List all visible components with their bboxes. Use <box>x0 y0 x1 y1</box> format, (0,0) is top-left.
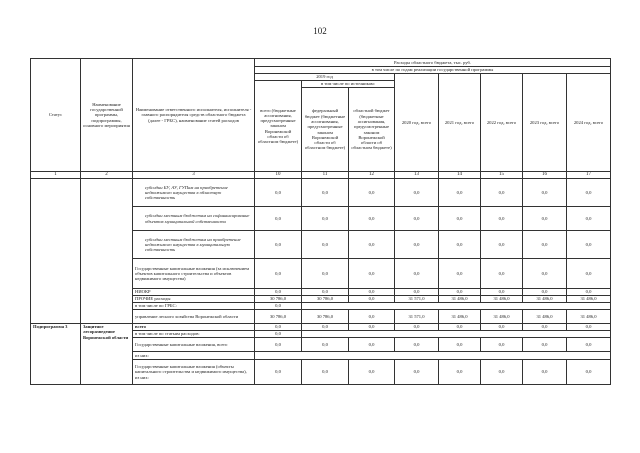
col-num: 15 <box>481 172 523 179</box>
header-by-years: в том числе по годам реализации государственной программы <box>255 67 611 74</box>
row-label: ПРОЧИЕ расходы <box>133 296 255 303</box>
budget-table <box>30 58 611 385</box>
cell-value: 0,0 <box>481 259 523 289</box>
cell-value: 0,0 <box>481 207 523 231</box>
column-numbers-row <box>31 172 611 179</box>
cell-value: 0,0 <box>349 207 395 231</box>
cell-empty <box>302 303 611 310</box>
cell-value: 0,0 <box>302 324 349 331</box>
row-label: НИОКР <box>133 289 255 296</box>
cell-value: 0,0 <box>302 179 349 207</box>
cell-value: 0,0 <box>395 231 439 259</box>
cell-empty <box>255 352 611 360</box>
cell-value: 0,0 <box>439 360 481 385</box>
cell-value: 0,0 <box>395 324 439 331</box>
cell-value: 0,0 <box>567 207 611 231</box>
cell-value: 0,0 <box>481 231 523 259</box>
cell-value: 31 486,0 <box>523 310 567 324</box>
cell-value: 0,0 <box>439 179 481 207</box>
cell-value: 0,0 <box>255 207 302 231</box>
cell-value: 0,0 <box>255 231 302 259</box>
cell-value: 0,0 <box>255 324 302 331</box>
row-label: субсидии местным бюджетам на приобретение недвижимого имущества в муниципальную собственность <box>133 231 255 259</box>
cell-value: 0,0 <box>439 324 481 331</box>
header-2024: 2024 год, всего <box>567 74 611 172</box>
row-label: из них: <box>133 352 255 360</box>
cell-value: 30 786,0 <box>302 310 349 324</box>
cell-value: 0,0 <box>302 338 349 352</box>
header-2023: 2023 год, всего <box>523 74 567 172</box>
col-num: 11 <box>302 172 349 179</box>
cell-value: 0,0 <box>439 259 481 289</box>
row-label: Государственные капитальные вложения (объекты капитального строительства и недвижимого имущества), из них: <box>133 360 255 385</box>
cell-value: 0,0 <box>349 296 395 303</box>
cell-value: 31 486,0 <box>567 310 611 324</box>
cell-value: 0,0 <box>523 231 567 259</box>
cell-value: 0,0 <box>567 259 611 289</box>
row-label: субсидии местным бюджетам на софинансирование объектов муниципальной собственности <box>133 207 255 231</box>
cell-value: 0,0 <box>349 289 395 296</box>
header-2022: 2022 год, всего <box>481 74 523 172</box>
subprogram-status: Подпрограмма 3 <box>31 324 81 385</box>
row-label: в том числе по ГРБС: <box>133 303 255 310</box>
col-num: 13 <box>395 172 439 179</box>
cell-value: 0,0 <box>349 259 395 289</box>
header-program-name: Наименование государственной программы, подпрограммы, основного мероприятия <box>81 59 133 172</box>
col-num: 2 <box>81 172 133 179</box>
cell-value: 31 486,0 <box>567 296 611 303</box>
cell-value: 0,0 <box>523 259 567 289</box>
cell-value: 0,0 <box>481 289 523 296</box>
cell-value: 0,0 <box>255 303 302 310</box>
cell-value: 0,0 <box>523 324 567 331</box>
cell-value: 0,0 <box>567 360 611 385</box>
header-by-sources: в том числе по источникам: <box>302 81 395 88</box>
cell-value: 31 486,0 <box>523 296 567 303</box>
cell-value: 0,0 <box>481 324 523 331</box>
cell-value: 0,0 <box>255 259 302 289</box>
subprogram-name: Защитное лесоразведение Воронежской области <box>81 324 133 385</box>
cell-value: 0,0 <box>255 179 302 207</box>
status-cell-empty <box>31 179 81 324</box>
cell-value: 30 786,0 <box>302 296 349 303</box>
cell-value: 30 786,0 <box>255 296 302 303</box>
header-regional: областной бюджет (бюджетные ассигнования, предусмотренные законом Воронежской области об областном бюджете) <box>349 88 395 172</box>
cell-value: 0,0 <box>302 289 349 296</box>
cell-value: 0,0 <box>395 360 439 385</box>
row-label: Государственные капитальные вложения (за исключением объектов капитального строительства и объектов недвижимого имущества) <box>133 259 255 289</box>
cell-value: 0,0 <box>439 338 481 352</box>
cell-empty <box>302 331 611 338</box>
row-label: субсидии БУ, АУ, ГУПам на приобретение недвижимого имущества в областную собственность <box>133 179 255 207</box>
cell-value: 0,0 <box>523 360 567 385</box>
col-num: 3 <box>133 172 255 179</box>
cell-value: 0,0 <box>567 179 611 207</box>
cell-value: 0,0 <box>567 289 611 296</box>
page-number: 102 <box>313 26 327 36</box>
header-federal: федеральный бюджет (бюджетные ассигнования, предусмотренные законом Воронежской области об областном бюджете) <box>302 88 349 172</box>
cell-value: 0,0 <box>523 289 567 296</box>
cell-value: 0,0 <box>302 360 349 385</box>
cell-value: 0,0 <box>395 338 439 352</box>
cell-value: 0,0 <box>349 338 395 352</box>
cell-value: 0,0 <box>567 324 611 331</box>
col-num: 10 <box>255 172 302 179</box>
row-label: Государственные капитальные вложения, всего <box>133 338 255 352</box>
cell-value: 0,0 <box>395 179 439 207</box>
cell-value: 0,0 <box>567 338 611 352</box>
header-year-2019: 2019 год <box>255 74 395 81</box>
cell-value: 0,0 <box>302 259 349 289</box>
cell-value: 0,0 <box>302 231 349 259</box>
cell-value: 0,0 <box>567 231 611 259</box>
cell-value: 0,0 <box>481 360 523 385</box>
cell-value: 30 786,0 <box>255 310 302 324</box>
program-cell-empty <box>81 179 133 324</box>
cell-value: 0,0 <box>349 324 395 331</box>
cell-value: 0,0 <box>395 259 439 289</box>
row-label: в том числе по статьям расходов: <box>133 331 255 338</box>
cell-value: 0,0 <box>439 289 481 296</box>
cell-value: 31 486,0 <box>439 296 481 303</box>
header-status: Статус <box>31 59 81 172</box>
cell-value: 0,0 <box>523 207 567 231</box>
cell-value: 0,0 <box>439 207 481 231</box>
cell-value: 0,0 <box>349 360 395 385</box>
col-num: 14 <box>439 172 481 179</box>
col-num: 1 <box>31 172 81 179</box>
cell-value: 0,0 <box>302 207 349 231</box>
cell-value: 31 486,0 <box>439 310 481 324</box>
header-executor: Наименование ответственного исполнителя, исполнителя - главного распорядителя средств областного бюджета (далее - ГРБС), наименование статей расходов <box>133 59 255 172</box>
cell-value: 0,0 <box>255 338 302 352</box>
cell-value: 0,0 <box>523 179 567 207</box>
cell-value: 0,0 <box>395 207 439 231</box>
cell-value: 0,0 <box>523 338 567 352</box>
cell-value: 0,0 <box>481 338 523 352</box>
col-num: 16 <box>523 172 567 179</box>
cell-value: 31 571,0 <box>395 296 439 303</box>
cell-value: 0,0 <box>255 360 302 385</box>
cell-value: 31 486,0 <box>481 310 523 324</box>
row-label: всего <box>133 324 255 331</box>
cell-value: 0,0 <box>349 310 395 324</box>
col-num: 12 <box>349 172 395 179</box>
cell-value: 0,0 <box>255 331 302 338</box>
cell-value: 0,0 <box>255 289 302 296</box>
cell-value: 0,0 <box>395 289 439 296</box>
col-num: 17 <box>567 172 611 179</box>
cell-value: 0,0 <box>349 231 395 259</box>
cell-value: 0,0 <box>481 179 523 207</box>
header-expenses: Расходы областного бюджета, тыс. руб. <box>255 59 611 67</box>
header-2021: 2021 год, всего <box>439 74 481 172</box>
table-row <box>31 179 611 207</box>
header-total-2019: всего (бюджетные ассигнования, предусмотренные законом Воронежской области об областном бюджете) <box>255 81 302 172</box>
cell-value: 31 571,0 <box>395 310 439 324</box>
row-label: управление лесного хозяйства Воронежской области <box>133 310 255 324</box>
cell-value: 0,0 <box>439 231 481 259</box>
cell-value: 31 486,0 <box>481 296 523 303</box>
cell-value: 0,0 <box>349 179 395 207</box>
table-row <box>31 324 611 331</box>
header-2020: 2020 год, всего <box>395 74 439 172</box>
